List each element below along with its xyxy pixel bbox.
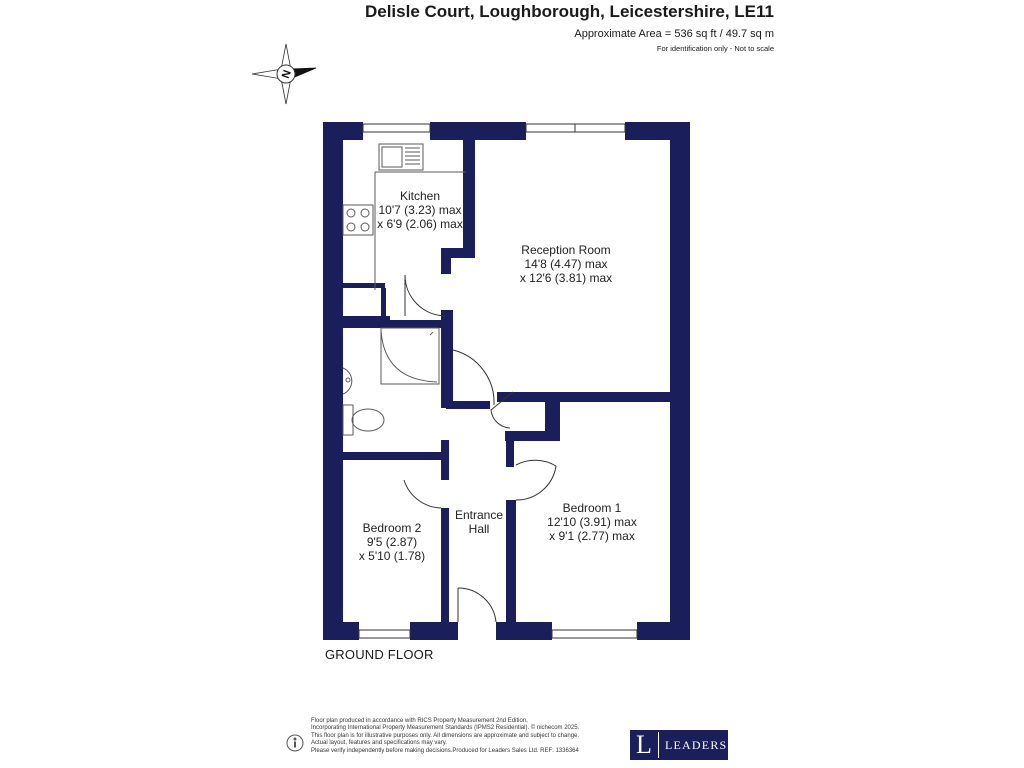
bedroom2-dim-1: 9'5 (2.87): [366, 535, 418, 549]
kitchen-name: Kitchen: [399, 189, 441, 203]
compass-north-letter: N: [279, 68, 294, 81]
compass-icon: [252, 44, 316, 104]
footer-line: This floor plan is for illustrative purposes only. All dimensions are approximate and subject to change.: [311, 732, 580, 739]
reception-dim-1: 14'8 (4.47) max: [524, 257, 608, 271]
footer-line: Floor plan produced in accordance with RICS Property Measurement 2nd Edition,: [311, 718, 528, 724]
leaders-logo: [630, 730, 728, 760]
footer-disclaimer: [311, 718, 621, 755]
property-title: Delisle Court, Loughborough, Leicestershire, LE11: [364, 2, 774, 21]
footer-line: Incorporating International Property Measurement Standards (IPMS2 Residential). © nichecom 2025.: [311, 725, 580, 732]
floor-label: GROUND FLOOR: [325, 647, 434, 662]
reception-name: Reception Room: [521, 243, 611, 257]
bedroom1-dim-1: 12'10 (3.91) max: [547, 515, 637, 529]
bathroom-fixtures: [343, 328, 439, 435]
logo-mark: L: [630, 732, 659, 758]
measurement-info-icon: [286, 734, 304, 752]
approximate-area: Approximate Area = 536 sq ft / 49.7 sq m: [574, 28, 774, 40]
footer-line: Actual layout, features and specifications may vary.: [311, 740, 447, 747]
bedroom1-name: Bedroom 1: [562, 501, 622, 515]
kitchen-dim-1: 10'7 (3.23) max: [378, 203, 462, 217]
bedroom2-dim-2: x 5'10 (1.78): [358, 549, 426, 563]
bedroom2-name: Bedroom 2: [362, 521, 422, 535]
reception-dim-2: x 12'6 (3.81) max: [519, 271, 613, 285]
footer-line: Please verify independently before making decisions.Produced for Leaders Sales Ltd. REF: 1336364: [311, 747, 579, 754]
bedroom1-dim-2: x 9'1 (2.77) max: [549, 529, 635, 543]
hall-name-1: Entrance: [454, 508, 504, 522]
kitchen-dim-2: x 6'9 (2.06) max: [377, 217, 463, 231]
hall-name-2: Hall: [468, 522, 490, 536]
logo-name: LEADERS: [665, 737, 728, 752]
scale-note: For identification only - Not to scale: [656, 44, 774, 53]
